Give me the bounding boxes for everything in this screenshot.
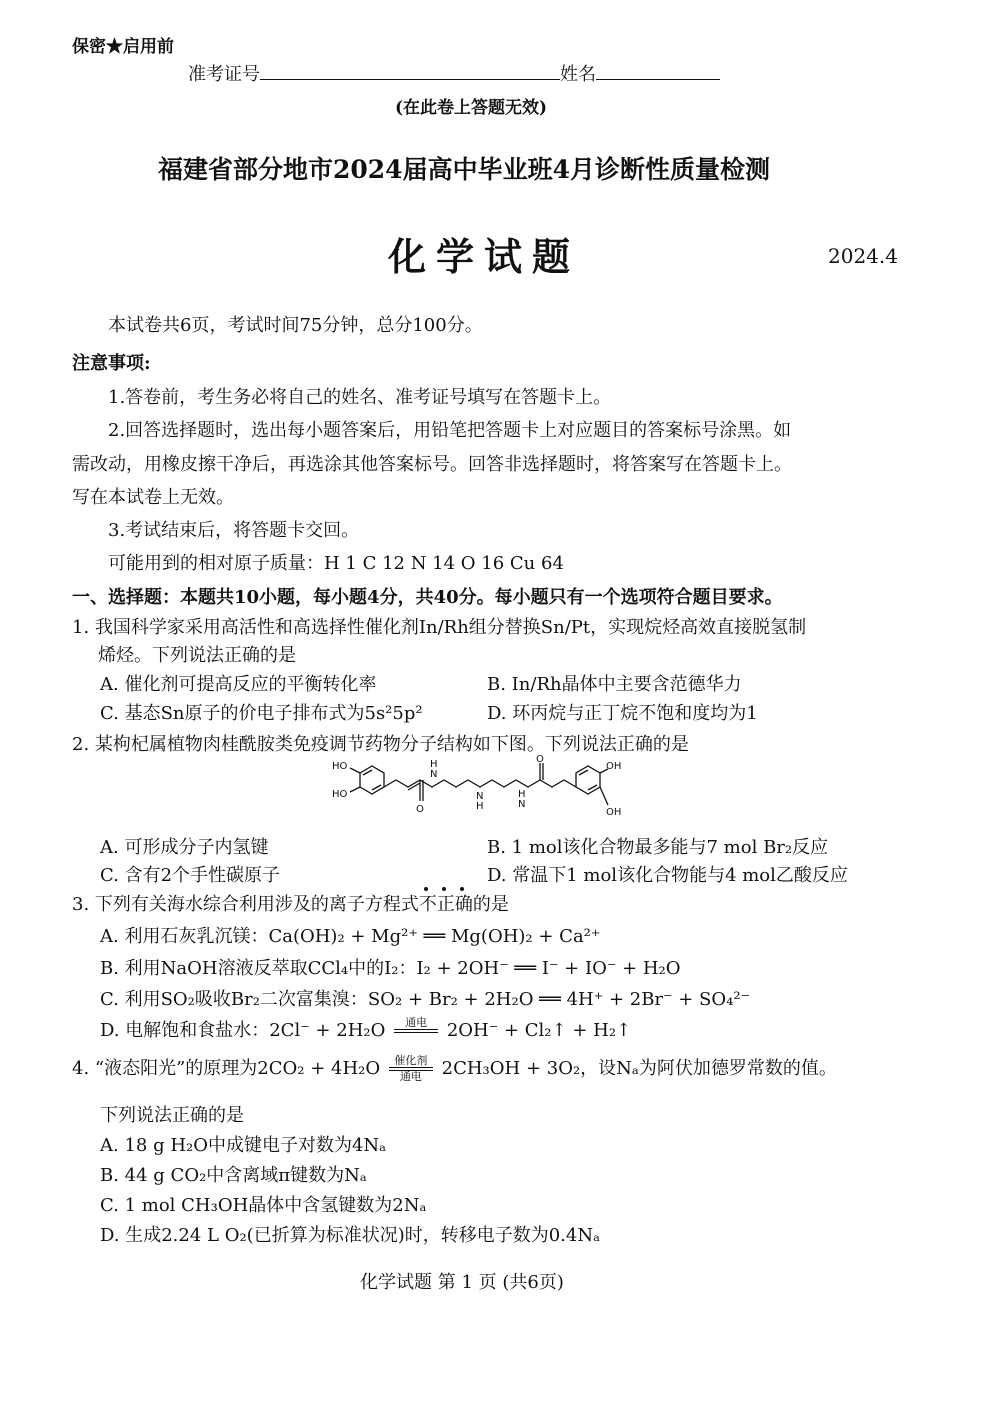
q4-stem-left: 4. “液态阳光”的原理为2CO₂ + 4H₂O	[72, 1058, 381, 1079]
q4-stem-line1	[72, 1054, 837, 1083]
q2-stem: 2. 某枸杞属植物肉桂酰胺类免疫调节药物分子结构如下图。下列说法正确的是	[72, 734, 689, 755]
page-footer: 化学试题 第 1 页 (共6页)	[360, 1272, 564, 1293]
atomic-masses: 可能用到的相对原子质量：H 1 C 12 N 14 O 16 Cu 64	[108, 553, 564, 574]
arrow-top-condition: 催化剂	[394, 1054, 428, 1067]
subject-title: 化学试题	[388, 234, 581, 279]
exam-title: 福建省部分地市2024届高中毕业班4月诊断性质量检测	[158, 155, 770, 184]
notes-heading: 注意事项:	[72, 353, 151, 374]
invalid-note: (在此卷上答题无效)	[395, 98, 548, 118]
q4-stem-line2: 下列说法正确的是	[100, 1105, 244, 1126]
secret-label: 保密★启用前	[72, 37, 174, 57]
reaction-arrow	[389, 1055, 433, 1083]
name-blank	[596, 63, 720, 80]
note-2-line1: 2.回答选择题时，选出每小题答案后，用铅笔把答题卡上对应题目的答案标号涂黑。如	[108, 420, 792, 441]
struct-o-left: O	[416, 804, 424, 815]
arrow-condition: 通电	[405, 1016, 428, 1029]
q4-option-a: A. 18 g H₂O中成键电子对数为4Nₐ	[100, 1135, 387, 1156]
q3-option-d-right: 2OH⁻ + Cl₂↑ + H₂↑	[446, 1020, 632, 1041]
name-label: 姓名	[560, 64, 596, 85]
q2-option-a: A. 可形成分子内氢键	[100, 837, 269, 858]
q3-option-d	[100, 1016, 631, 1045]
q2-option-b: B. 1 mol该化合物最多能与7 mol Br₂反应	[487, 837, 829, 858]
struct-oh-bottom: OH	[606, 807, 622, 818]
q2-option-c: C. 含有2个手性碳原子	[100, 865, 281, 886]
q1-stem-line1: 1. 我国科学家采用高活性和高选择性催化剂In/Rh组分替换Sn/Pt，实现烷烃高效直接脱氢制	[72, 617, 807, 638]
q3-option-c: C. 利用SO₂吸收Br₂二次富集溴：SO₂ + Br₂ + 2H₂O ══ 4H⁺ + 2Br⁻ + SO₄²⁻	[100, 989, 751, 1010]
q2-option-d: D. 常温下1 mol该化合物能与4 mol乙酸反应	[487, 865, 848, 886]
q4-stem-right: 2CH₃OH + 3O₂，设Nₐ为阿伏加德罗常数的值。	[441, 1058, 837, 1079]
q3-option-d-left: D. 电解饱和食盐水：2Cl⁻ + 2H₂O	[100, 1020, 386, 1041]
struct-h-2: H	[476, 801, 484, 812]
q4-option-c: C. 1 mol CH₃OH晶体中含氢键数为2Nₐ	[100, 1195, 427, 1216]
note-2-line3: 写在本试卷上无效。	[72, 487, 234, 508]
struct-ho-bottom: HO	[332, 789, 348, 800]
exam-number-blank	[260, 63, 560, 80]
q1-option-c: C. 基态Sn原子的价电子排布式为5s²5p²	[100, 703, 423, 724]
section-1-heading: 一、选择题：本题共10小题，每小题4分，共40分。每小题只有一个选项符合题目要求。	[72, 587, 783, 608]
note-3: 3.考试结束后，将答题卡交回。	[108, 520, 360, 541]
note-1: 1.答卷前，考生务必将自己的姓名、准考证号填写在答题卡上。	[108, 387, 612, 408]
q3-stem-post: 的是	[472, 894, 509, 915]
struct-h-1: H	[430, 759, 438, 770]
struct-oh-top: OH	[606, 761, 622, 772]
q1-option-d: D. 环丙烷与正丁烷不饱和度均为1	[487, 703, 758, 724]
q1-option-a: A. 催化剂可提高反应的平衡转化率	[100, 674, 377, 695]
q3-stem-pre: 3. 下列有关海水综合利用涉及的离子方程式	[72, 894, 419, 915]
q4-option-d: D. 生成2.24 L O₂(已折算为标准状况)时，转移电子数为0.4Nₐ	[100, 1225, 601, 1246]
struct-n-2: N	[476, 791, 484, 802]
electrolysis-arrow	[394, 1017, 438, 1045]
struct-o-right: O	[536, 755, 544, 765]
molecule-structure	[330, 755, 630, 823]
arrow-bottom-condition: 通电	[399, 1070, 422, 1083]
struct-n-1: N	[430, 769, 438, 780]
q4-option-b: B. 44 g CO₂中含离域π键数为Nₐ	[100, 1165, 367, 1186]
q1-stem-line2: 烯烃。下列说法正确的是	[98, 645, 296, 666]
q3-option-b: B. 利用NaOH溶液反萃取CCl₄中的I₂：I₂ + 2OH⁻ ══ I⁻ + IO⁻ + H₂O	[100, 958, 681, 979]
q3-stem	[72, 890, 509, 916]
struct-h-3: H	[518, 789, 526, 800]
struct-ho-top: HO	[332, 761, 348, 772]
struct-n-3: N	[518, 799, 526, 810]
note-2-line2: 需改动，用橡皮擦干净后，再选涂其他答案标号。回答非选择题时，将答案写在答题卡上。	[72, 454, 792, 475]
intro-text: 本试卷共6页，考试时间75分钟，总分100分。	[108, 315, 483, 336]
q1-option-b: B. In/Rh晶体中主要含范德华力	[487, 674, 742, 695]
exam-number-label: 准考证号	[188, 64, 260, 85]
exam-number-row	[188, 60, 720, 86]
exam-date: 2024.4	[828, 244, 898, 268]
q3-option-a: A. 利用石灰乳沉镁：Ca(OH)₂ + Mg²⁺ ══ Mg(OH)₂ + Ca²⁺	[100, 926, 601, 947]
q3-stem-emphasis: 不正确	[419, 894, 473, 915]
